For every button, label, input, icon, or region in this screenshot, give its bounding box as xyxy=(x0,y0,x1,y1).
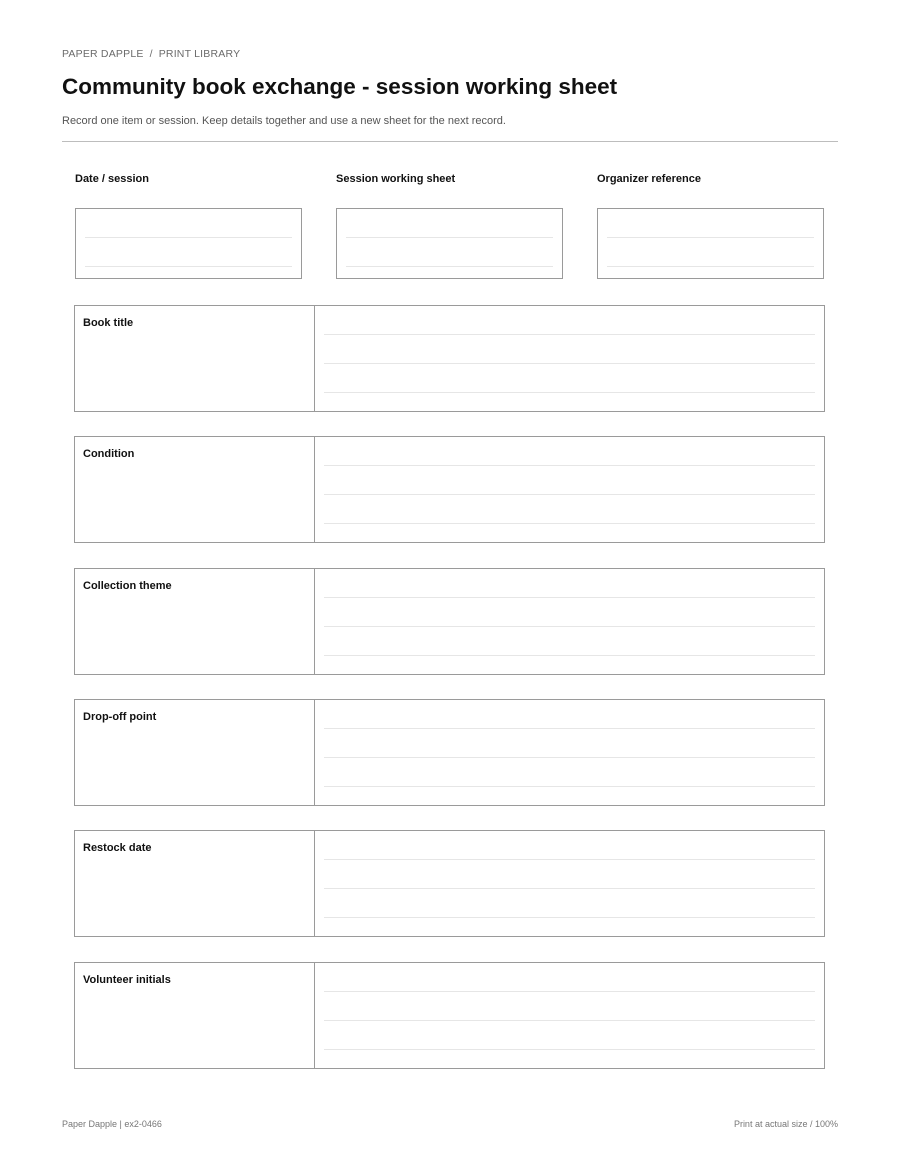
writing-line xyxy=(324,888,815,889)
field-row-book-title xyxy=(74,305,825,412)
meta-label-session-working-sheet: Session working sheet xyxy=(336,173,456,185)
field-label: Condition xyxy=(83,448,135,460)
field-label: Volunteer initials xyxy=(83,974,171,986)
drop-off-point-write-area[interactable] xyxy=(315,700,824,805)
field-label-cell xyxy=(75,963,315,1068)
field-row-condition xyxy=(74,436,825,543)
writing-line xyxy=(324,494,815,495)
writing-line xyxy=(324,392,815,393)
field-label-cell xyxy=(75,306,315,411)
writing-line xyxy=(85,266,292,267)
field-row-restock-date xyxy=(74,830,825,937)
writing-line xyxy=(324,626,815,627)
breadcrumb-separator: / xyxy=(149,48,153,60)
writing-line xyxy=(324,991,815,992)
writing-line xyxy=(607,237,814,238)
field-label-cell xyxy=(75,437,315,542)
book-title-write-area[interactable] xyxy=(315,306,824,411)
field-label: Book title xyxy=(83,317,134,329)
writing-line xyxy=(346,237,553,238)
field-label: Drop-off point xyxy=(83,711,157,723)
session-working-sheet-field[interactable] xyxy=(336,208,563,279)
organizer-reference-field[interactable] xyxy=(597,208,824,279)
breadcrumb-section: PRINT LIBRARY xyxy=(158,48,241,60)
writing-line xyxy=(85,237,292,238)
volunteer-initials-write-area[interactable] xyxy=(315,963,824,1068)
writing-line xyxy=(324,859,815,860)
writing-line xyxy=(324,523,815,524)
field-row-drop-off-point xyxy=(74,699,825,806)
writing-line xyxy=(324,1020,815,1021)
writing-line xyxy=(324,917,815,918)
writing-line xyxy=(324,757,815,758)
field-label: Collection theme xyxy=(83,580,172,592)
writing-line xyxy=(324,597,815,598)
field-row-collection-theme xyxy=(74,568,825,675)
meta-label-date-session: Date / session xyxy=(75,173,149,185)
field-label-cell xyxy=(75,569,315,674)
meta-label-organizer-reference: Organizer reference xyxy=(597,173,701,185)
instructions-text: Record one item or session. Keep details together and use a new sheet for the next record. xyxy=(62,115,506,127)
page-title: Community book exchange - session working sheet xyxy=(62,74,618,99)
condition-write-area[interactable] xyxy=(315,437,824,542)
writing-line xyxy=(324,363,815,364)
field-row-volunteer-initials xyxy=(74,962,825,1069)
writing-line xyxy=(346,266,553,267)
field-label-cell xyxy=(75,831,315,936)
field-label: Restock date xyxy=(83,842,152,854)
writing-line xyxy=(324,655,815,656)
header-divider xyxy=(62,141,838,142)
date-session-field[interactable] xyxy=(75,208,302,279)
restock-date-write-area[interactable] xyxy=(315,831,824,936)
breadcrumb-brand: PAPER DAPPLE xyxy=(62,48,144,60)
writing-line xyxy=(607,266,814,267)
collection-theme-write-area[interactable] xyxy=(315,569,824,674)
footer-document-id: Paper Dapple | ex2-0466 xyxy=(62,1119,162,1129)
writing-line xyxy=(324,465,815,466)
breadcrumb xyxy=(62,48,240,60)
writing-line xyxy=(324,728,815,729)
writing-line xyxy=(324,334,815,335)
field-label-cell xyxy=(75,700,315,805)
footer-print-note: Print at actual size / 100% xyxy=(733,1119,838,1129)
writing-line xyxy=(324,1049,815,1050)
writing-line xyxy=(324,786,815,787)
